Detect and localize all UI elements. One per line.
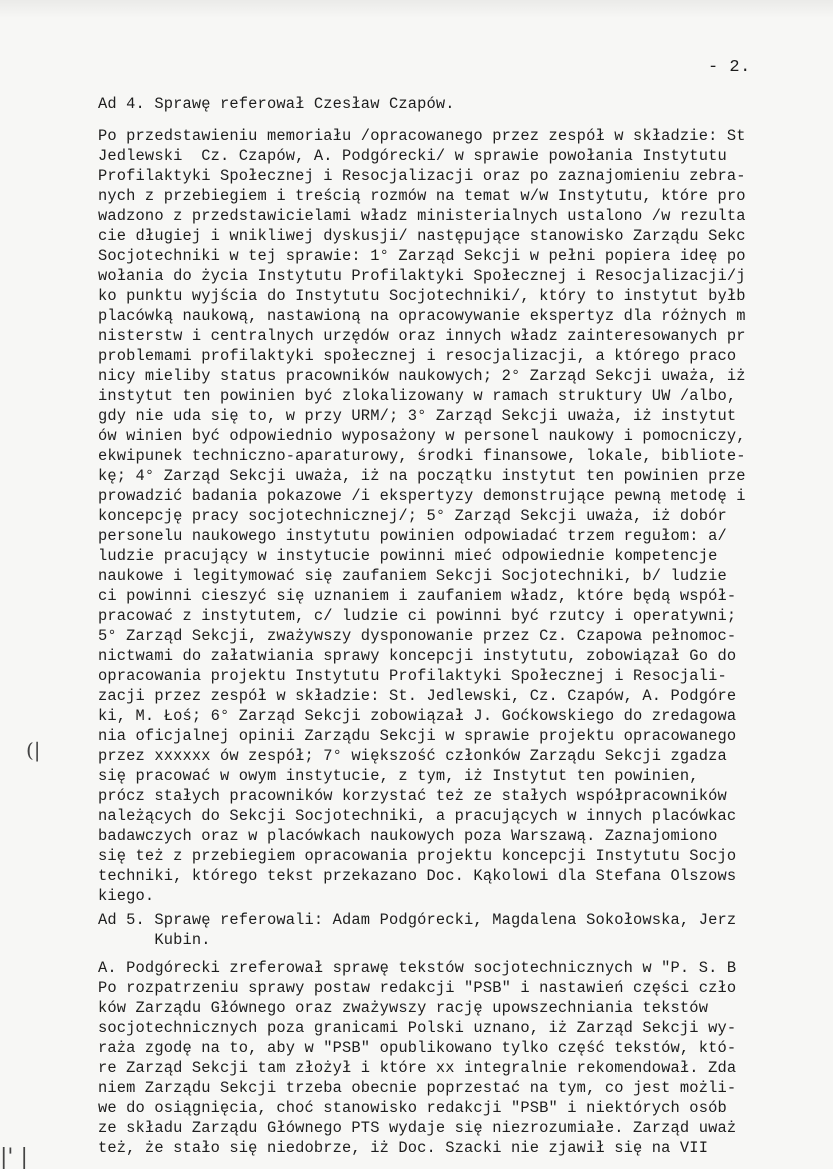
text-line: nia oficjalnej opinii Zarządu Sekcji w sprawie projektu opracowanego: [98, 727, 737, 745]
text-line: ki, M. Łoś; 6° Zarząd Sekcji zobowiązał J. Goćkowskiego do zredagowa: [98, 707, 737, 725]
text-line: 5° Zarząd Sekcji, zważywszy dysponowanie przez Cz. Czapowa pełnomoc-: [98, 627, 737, 645]
text-line: Po przedstawieniu memoriału /opracowanego przez zespół w składzie: St: [98, 127, 746, 145]
text-line: we do osiągnięcia, choć stanowisko redakcji "PSB" i niektórych osób: [98, 1099, 727, 1117]
text-line: re Zarząd Sekcji tam złożył i które xx integralnie rekomendował. Zda: [98, 1059, 737, 1077]
text-line: problemami profilaktyki społecznej i resocjalizacji, a którego praco: [98, 347, 737, 365]
text-line: ze składu Zarządu Głównego PTS wydaje się niezrozumiałe. Zarząd uważ: [98, 1119, 737, 1137]
section-heading-ad-4: Ad 4. Sprawę referował Czesław Czapów.: [98, 95, 455, 113]
text-line: ków Zarządu Głównego oraz zważywszy rację upowszechniania tekstów: [98, 999, 709, 1017]
page-top-shadow: [0, 0, 833, 18]
text-line: ci powinni cieszyć się uznaniem i zaufaniem władz, które będą współ-: [98, 587, 737, 605]
text-line: wadzono z przedstawicielami władz ministerialnych ustalono /w rezulta: [98, 207, 746, 225]
text-line: też, że stało się niedobrze, iż Doc. Szacki nie zjawił się na VII: [98, 1139, 709, 1157]
text-line: się też z przebiegiem opracowania projektu koncepcji Instytutu Socjo: [98, 847, 737, 865]
text-line: opracowania projektu Instytutu Profilaktyki Społecznej i Resocjali-: [98, 667, 727, 685]
page-number: - 2.: [708, 58, 751, 77]
text-line: należących do Sekcji Socjotechniki, a pracujących w innych placówkac: [98, 807, 737, 825]
text-line: pracować z instytutem, c/ ludzie ci powinni być rzutcy i operatywni;: [98, 607, 737, 625]
text-line: kę; 4° Zarząd Sekcji uważa, iż na początku instytut ten powinien prze: [98, 467, 746, 485]
text-line: Kubin.: [98, 931, 211, 949]
text-line: cie długiej i wnikliwej dyskusji/ następujące stanowisko Zarządu Sekc: [98, 227, 746, 245]
text-line: Socjotechniki w tej sprawie: 1° Zarząd Sekcji w pełni popiera ideę po: [98, 247, 746, 265]
text-line: gdy nie uda się to, w przy URM/; 3° Zarząd Sekcji uważa, iż instytut: [98, 407, 737, 425]
text-line: prócz stałych pracowników korzystać też ze stałych współpracowników: [98, 787, 727, 805]
section-heading-ad-5: Ad 5. Sprawę referowali: Adam Podgórecki, Magdalena Sokołowska, Jerz: [98, 911, 737, 929]
text-line: ludzie pracujący w instytucie powinni mieć odpowiednie kompetencje: [98, 547, 718, 565]
text-line: kiego.: [98, 887, 155, 905]
text-line: badawczych oraz w placówkach naukowych poza Warszawą. Zaznajomiono: [98, 827, 718, 845]
text-line: Jedlewski Cz. Czapów, A. Podgórecki/ w sprawie powołania Instytutu: [98, 147, 727, 165]
text-line: ko punktu wyjścia do Instytutu Socjotechniki/, który to instytut byłb: [98, 287, 746, 305]
text-line: socjotechnicznych poza granicami Polski uznano, iż Zarząd Sekcji wy-: [98, 1019, 737, 1037]
margin-mark-bottom: |' |: [0, 1145, 28, 1169]
margin-mark-left: (|: [26, 738, 41, 762]
text-line: nictwami do załatwiania sprawy koncepcji instytutu, zobowiązał Go do: [98, 647, 737, 665]
text-line: niem Zarządu Sekcji trzeba obecnie poprzestać na tym, co jest możli-: [98, 1079, 737, 1097]
text-line: się pracować w owym instytucie, z tym, iż Instytut ten powinien,: [98, 767, 699, 785]
text-line: techniki, którego tekst przekazano Doc. Kąkolowi dla Stefana Olszows: [98, 867, 737, 885]
text-line: Profilaktyki Społecznej i Resocjalizacji oraz po zaznajomieniu zebra-: [98, 167, 746, 185]
text-line: prowadzić badania pokazowe /i ekspertyzy demonstrujące pewną metodę i: [98, 487, 746, 505]
text-line: personelu naukowego instytutu powinien odpowiadać trzem regułom: a/: [98, 527, 727, 545]
text-line: ów winien być odpowiednio wyposażony w personel naukowy i pomocniczy,: [98, 427, 746, 445]
text-line: raża zgodę na to, aby w "PSB" opublikowano tylko część tekstów, któ-: [98, 1039, 737, 1057]
text-line: placówką naukową, nastawioną na opracowywanie ekspertyz dla różnych m: [98, 307, 746, 325]
text-line: wołania do życia Instytutu Profilaktyki Społecznej i Resocjalizacji/j: [98, 267, 746, 285]
text-line: przez xxxxxx ów zespół; 7° większość członków Zarządu Sekcji zgadza: [98, 747, 727, 765]
text-line: zacji przez zespół w składzie: St. Jedlewski, Cz. Czapów, A. Podgóre: [98, 687, 737, 705]
text-line: ekwipunek techniczno-aparaturowy, środki finansowe, lokale, bibliote-: [98, 447, 746, 465]
text-line: nisterstw i centralnych urzędów oraz innych władz zainteresowanych pr: [98, 327, 746, 345]
text-line: A. Podgórecki zreferował sprawę tekstów socjotechnicznych w "P. S. B: [98, 959, 737, 977]
text-line: Po rozpatrzeniu sprawy postaw redakcji "PSB" i nastawień części czło: [98, 979, 737, 997]
text-line: instytut ten powinien być zlokalizowany w ramach struktury UW /albo,: [98, 387, 737, 405]
text-line: koncepcję pracy socjotechnicznej/; 5° Zarząd Sekcji uważa, iż dobór: [98, 507, 727, 525]
text-line: naukowe i legitymować się zaufaniem Sekcji Socjotechniki, b/ ludzie: [98, 567, 727, 585]
text-line: nych z przebiegiem i treścią rozmów na temat w/w Instytutu, które pro: [98, 187, 746, 205]
text-line: nicy mieliby status pracowników naukowych; 2° Zarząd Sekcji uważa, iż: [98, 367, 746, 385]
